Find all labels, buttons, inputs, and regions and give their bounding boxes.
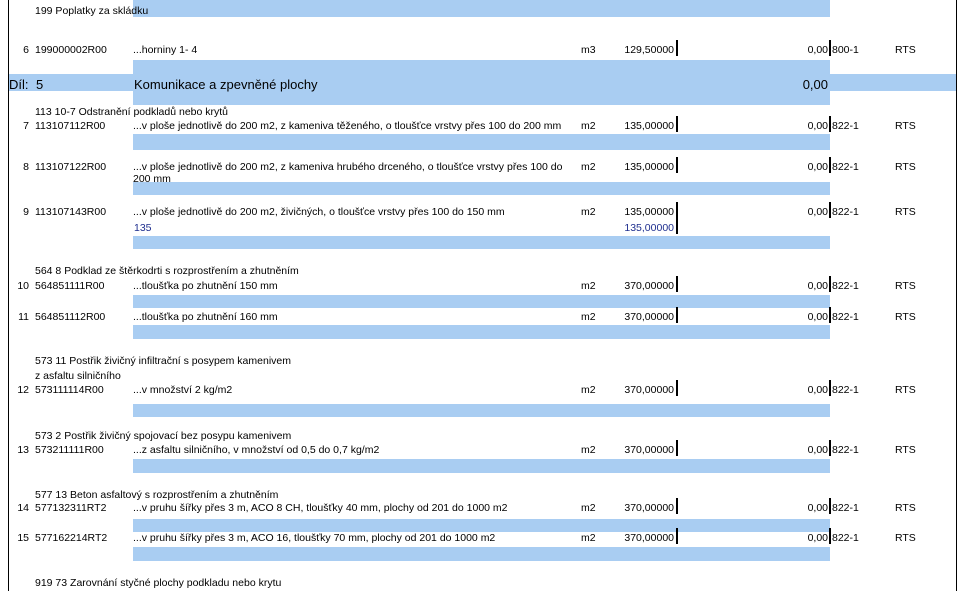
item-code: 113107143R00 [35,206,107,218]
band [133,91,830,105]
band [133,325,830,339]
band [133,459,830,473]
cell-border [676,157,678,173]
item-description: ...tloušťka po zhutnění 160 mm [133,311,278,323]
group-title: 573 2 Postřik živičný spojovací bez posypu kamenivem [35,430,292,442]
item-reference: 822-1 [832,444,859,456]
item-quantity: 135,00000 [624,120,674,132]
item-code: 564851111R00 [35,280,105,292]
item-quantity: 370,00000 [624,502,674,514]
cell-border [829,498,831,514]
band [133,404,830,417]
item-price: 0,00 [807,444,828,456]
cell-border [829,276,831,292]
item-source: RTS [895,161,916,173]
item-unit: m2 [581,444,596,456]
calc-expression: 135 [134,222,152,234]
item-reference: 822-1 [832,532,859,544]
item-quantity: 135,00000 [624,206,674,218]
item-description: ...v ploše jednotlivě do 200 m2, z kameniva hrubého drceného, o tloušťce vrstvy přes 100 do 200 mm [133,161,563,185]
item-price: 0,00 [807,44,828,56]
item-price: 0,00 [807,502,828,514]
band [133,60,830,74]
item-code: 573111114R00 [35,384,104,396]
item-price: 0,00 [807,206,828,218]
item-code: 577132311RT2 [35,502,107,514]
item-source: RTS [895,280,916,292]
cell-border [676,276,678,292]
item-unit: m2 [581,120,596,132]
item-number: 6 [23,44,29,56]
band [133,295,830,308]
item-source: RTS [895,44,916,56]
item-code: 113107122R00 [35,161,107,173]
cell-border [676,528,678,544]
item-description: ...v množství 2 kg/m2 [133,384,233,396]
band [133,236,830,249]
item-description: ...tloušťka po zhutnění 150 mm [133,280,278,292]
item-price: 0,00 [807,532,828,544]
item-description: ...z asfaltu silničního, v množství od 0,5 do 0,7 kg/m2 [133,444,380,456]
item-code: 573211111R00 [35,444,104,456]
item-description: ...horniny 1- 4 [133,44,198,56]
item-description: ...v pruhu šířky přes 3 m, ACO 8 CH, tloušťky 40 mm, plochy od 201 do 1000 m2 [133,502,508,514]
right-border [956,0,957,591]
item-number: 11 [18,311,29,323]
item-source: RTS [895,532,916,544]
item-source: RTS [895,502,916,514]
cell-border [676,116,678,132]
band [133,0,830,17]
item-price: 0,00 [807,280,828,292]
item-quantity: 135,00000 [624,161,674,173]
item-source: RTS [895,384,916,396]
item-unit: m2 [581,532,596,544]
group-title: z asfaltu silničního [35,370,121,382]
section-total: 0,00 [802,77,828,92]
item-quantity: 129,50000 [624,44,674,56]
item-quantity: 370,00000 [624,311,674,323]
cell-border [829,440,831,456]
item-code: 564851112R00 [35,311,106,323]
item-description: ...v ploše jednotlivě do 200 m2, živičných, o tloušťce vrstvy přes 100 do 150 mm [133,206,505,218]
item-source: RTS [895,444,916,456]
item-number: 10 [17,280,29,292]
item-reference: 822-1 [832,384,859,396]
item-number: 12 [17,384,29,396]
section-title: Komunikace a zpevněné plochy [134,77,318,92]
cell-border [676,202,678,218]
item-description: ...v ploše jednotlivě do 200 m2, z kameniva těženého, o tloušťce vrstvy přes 100 do 200 mm [133,120,562,132]
group-title: 113 10-7 Odstranění podkladů nebo krytů [35,106,229,118]
item-unit: m2 [581,280,596,292]
item-number: 8 [23,161,29,173]
cell-border [676,498,678,514]
item-number: 9 [23,206,29,218]
item-description: ...v pruhu šířky přes 3 m, ACO 16, tloušťky 70 mm, plochy od 201 do 1000 m2 [133,532,496,544]
band [133,519,830,532]
calc-quantity: 135,00000 [624,222,674,234]
item-quantity: 370,00000 [624,384,674,396]
group-title: 577 13 Beton asfaltový s rozprostřením a zhutněním [35,489,279,501]
item-unit: m2 [581,384,596,396]
section-number: 5 [36,77,44,92]
item-number: 15 [17,532,29,544]
item-reference: 822-1 [832,502,859,514]
cell-border [829,380,831,396]
cell-border [829,202,831,218]
item-source: RTS [895,120,916,132]
item-source: RTS [895,311,916,323]
cell-border [676,218,678,234]
cell-border [829,307,831,323]
item-reference: 822-1 [832,311,859,323]
item-unit: m3 [581,44,596,56]
item-unit: m2 [581,311,596,323]
cell-border [829,40,831,56]
item-price: 0,00 [807,120,828,132]
item-number: 14 [17,502,29,514]
cell-border [829,116,831,132]
item-number: 13 [17,444,29,456]
group-title: 199 Poplatky za skládku [35,5,149,17]
group-title: 573 11 Postřik živičný infiltrační s posypem kamenivem [35,355,291,367]
cell-border [676,440,678,456]
item-price: 0,00 [807,311,828,323]
item-reference: 822-1 [832,161,859,173]
item-reference: 822-1 [832,120,859,132]
item-reference: 800-1 [832,44,859,56]
item-quantity: 370,00000 [624,280,674,292]
item-unit: m2 [581,161,596,173]
item-code: 577162214RT2 [35,532,108,544]
item-quantity: 370,00000 [624,532,674,544]
cell-border [676,40,678,56]
cell-border [676,380,678,396]
item-code: 113107112R00 [35,120,106,132]
item-code: 199000002R00 [35,44,107,56]
item-source: RTS [895,206,916,218]
group-title: 919 73 Zarovnání styčné plochy podkladu nebo krytu [35,577,282,589]
item-quantity: 370,00000 [624,444,674,456]
item-unit: m2 [581,206,596,218]
item-reference: 822-1 [832,206,859,218]
cell-border [829,528,831,544]
cell-border [829,157,831,173]
item-reference: 822-1 [832,280,859,292]
item-price: 0,00 [807,384,828,396]
section-label: Díl: [9,77,29,92]
group-title: 564 8 Podklad ze štěrkodrti s rozprostřením a zhutněním [35,265,299,277]
band [133,547,830,561]
item-number: 7 [23,120,29,132]
cell-border [676,307,678,323]
item-unit: m2 [581,502,596,514]
band [133,134,830,150]
item-price: 0,00 [807,161,828,173]
